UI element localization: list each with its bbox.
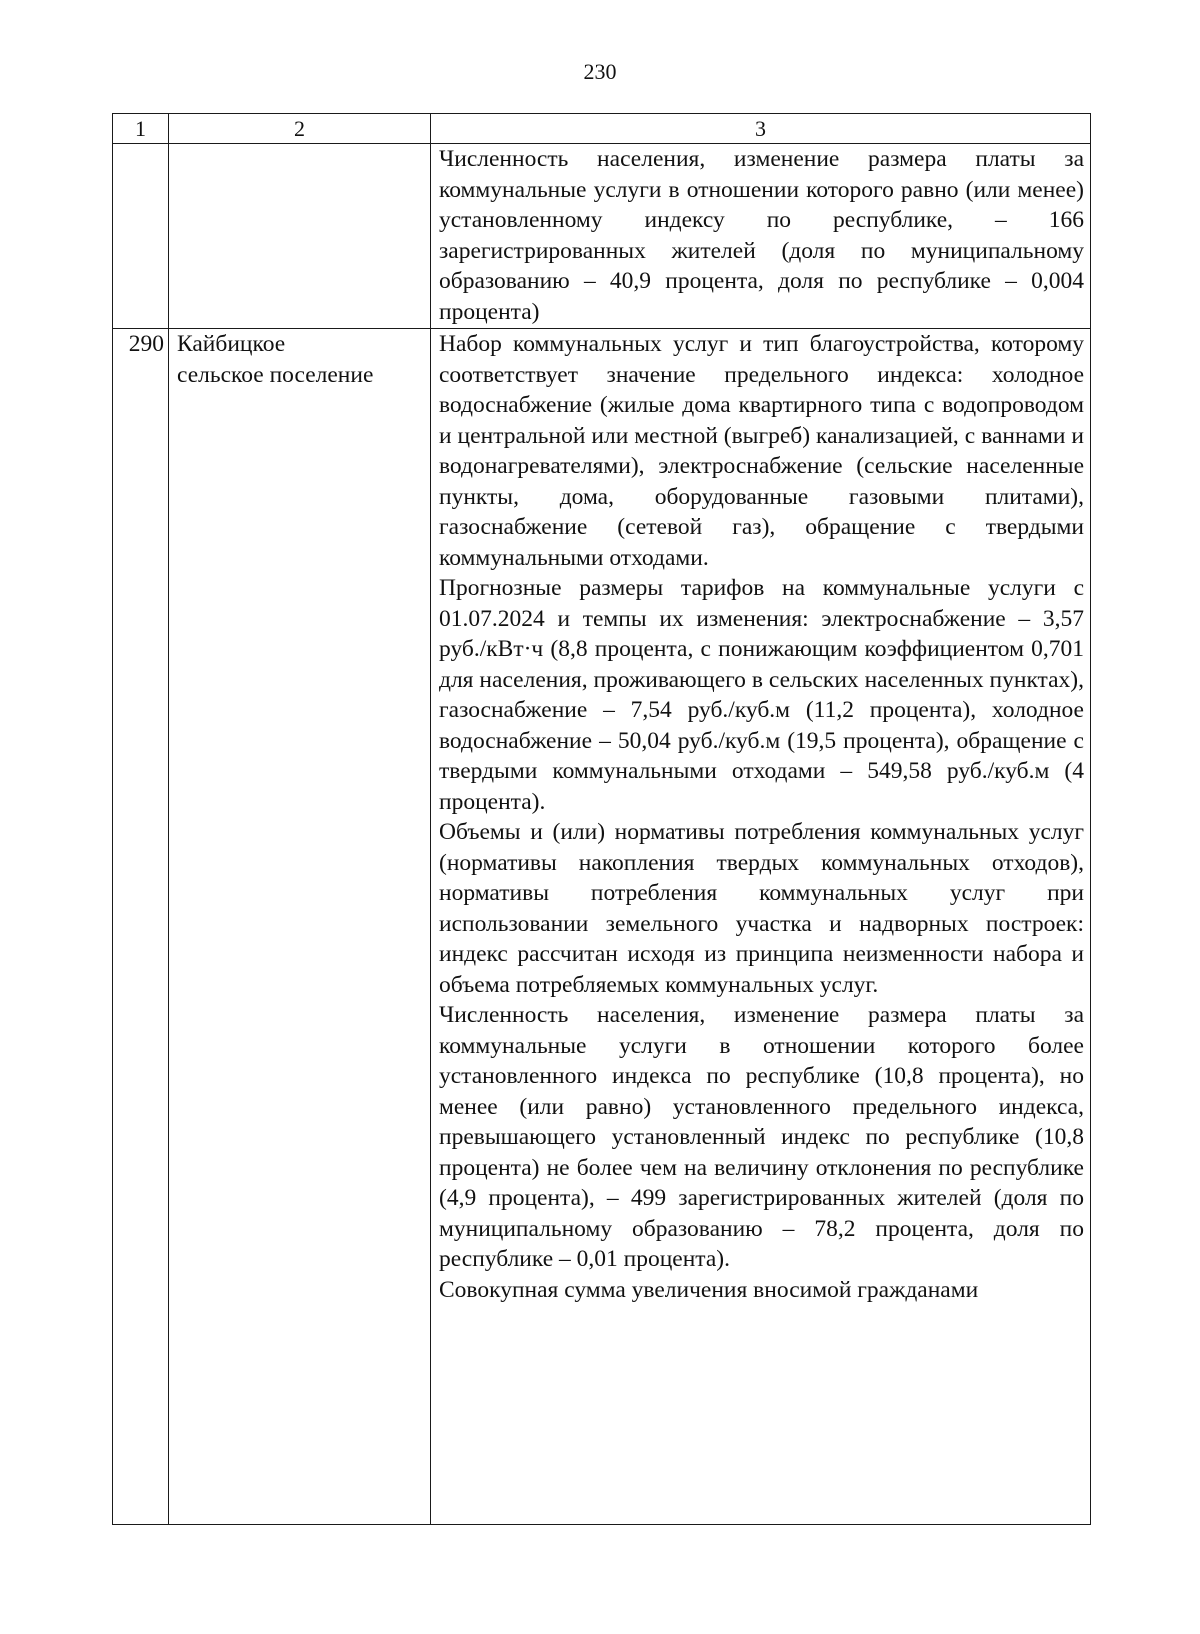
municipality-name-line: Кайбицкое [177,331,286,357]
page-number: 230 [583,59,617,84]
table-row [113,329,1091,1525]
row-number-cell [113,144,169,329]
description-paragraph: Объемы и (или) нормативы потребления коммунальных услуг (нормативы накопления твердых коммунальных отходов), нормативы потребления коммунальных услуг при использовании земельного участка и надворных построек: индекс рассчитан исходя из принципа неизменности набора и объема потребляемых коммунальных услуг. [439,819,1084,998]
description-paragraph: Прогнозные размеры тарифов на коммунальные услуги с 01.07.2024 и темпы их изменения: электроснабжение – 3,57 руб./кВт·ч (8,8 процента, с понижающим коэффициентом 0,701 для населения, проживающего в сельских населенных пунктах), газоснабжение – 7,54 руб./куб.м (11,2 процента), холодное водоснабжение – 50,04 руб./куб.м (19,5 процента), обращение с твердыми коммунальными отходами – 549,58 руб./куб.м (4 процента). [439,575,1084,815]
table-row [113,144,1091,329]
description-paragraph: Набор коммунальных услуг и тип благоустройства, которому соответствует значение предельного индекса: холодное водоснабжение (жилые дома квартирного типа с водопроводом и центральной или местной (выгреб) канализацией, с ваннами и водонагревателями), электроснабжение (сельские населенные пункты, дома, оборудованные газовыми плитами), газоснабжение (сетевой газ), обращение с твердыми коммунальными отходами. [439,331,1084,571]
column-header-1: 1 [113,114,169,144]
description-cell [431,144,1091,329]
description-cell [431,329,1091,1525]
row-number-cell: 290 [113,329,169,1525]
column-header-3: 3 [431,114,1091,144]
description-paragraph: Численность населения, изменение размера платы за коммунальные услуги в отношении которого более установленного индекса по республике (10,8 процента), но менее (или равно) установленного предельного индекса, превышающего установленный индекс по республике (10,8 процента) не более чем на величину отклонения по республике (4,9 процента), – 499 зарегистрированных жителей (доля по муниципальному образованию – 78,2 процента, доля по республике – 0,01 процента). [439,1002,1084,1272]
municipality-name-cell [169,329,431,1525]
tariff-table [112,113,1091,1525]
municipality-name-line: сельское поселение [177,361,374,388]
description-paragraph: Численность населения, изменение размера платы за коммунальные услуги в отношении которого равно (или менее) установленному индексу по республике, – 166 зарегистрированных жителей (доля по муниципальному образованию – 40,9 процента, доля по республике – 0,004 процента) [439,146,1084,325]
municipality-name-cell [169,144,431,329]
table-header-row [113,114,1091,144]
description-paragraph: Совокупная сумма увеличения вносимой гражданами [439,1276,979,1303]
column-header-2: 2 [169,114,431,144]
